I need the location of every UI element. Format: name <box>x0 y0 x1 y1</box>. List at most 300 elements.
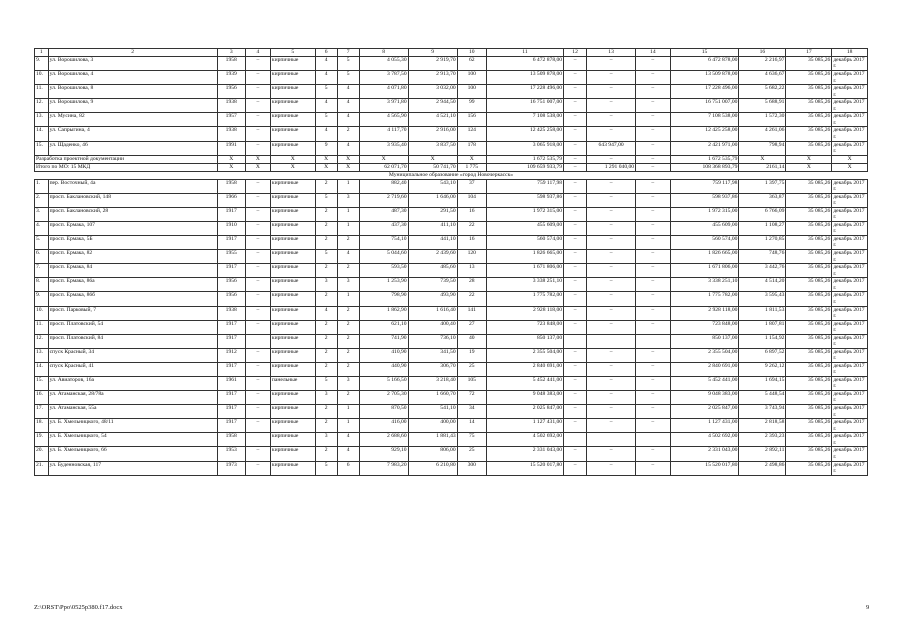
cell-c10: 178 <box>457 141 486 155</box>
cell-mat: кирпичные <box>270 193 315 207</box>
x-mark: X <box>457 155 486 163</box>
cell-c18: декабрь 2017 г. <box>832 278 868 292</box>
column-number: 15 <box>670 49 739 57</box>
cell-c18: декабрь 2017 г. <box>832 113 868 127</box>
cell-a8: 1 862,90 <box>359 306 408 320</box>
cell-n: 9. <box>35 292 49 306</box>
cell-mat: панельные <box>270 376 315 390</box>
cell-n: 16. <box>35 391 49 405</box>
cell-fl: 5 <box>315 250 337 264</box>
file-path: Z:\ORST\Ppo\0525p380.f17.docx <box>34 604 123 611</box>
cell-a9: 1 646,00 <box>408 193 457 207</box>
cell-c18: декабрь 2017 г. <box>832 419 868 433</box>
cell-c18: декабрь 2017 г. <box>832 362 868 376</box>
cell-c10: 75 <box>457 433 486 447</box>
cell-c15: 6 472 878,00 <box>670 57 739 71</box>
cell-fl: 2 <box>315 207 337 221</box>
cell-c17: 35 085,26 <box>786 334 832 348</box>
cell-c13 <box>587 433 636 447</box>
cell-c4: – <box>245 127 270 141</box>
cell-c17: 35 085,26 <box>786 447 832 461</box>
housing-repair-table <box>34 48 868 476</box>
cell-fl: 5 <box>315 461 337 475</box>
cell-c13: – <box>587 376 636 390</box>
column-number: 12 <box>564 49 587 57</box>
cell-sum: 455 609,00 <box>486 221 563 235</box>
cell-c18: декабрь 2017 г. <box>832 236 868 250</box>
cell-mat: кирпичные <box>270 127 315 141</box>
cell-mat: кирпичные <box>270 85 315 99</box>
cell-c12: – <box>564 193 587 207</box>
cell-sum: 2 840 691,00 <box>486 362 563 376</box>
cell-c17: 35 085,26 <box>786 376 832 390</box>
cell-c16: 1 572,30 <box>739 113 786 127</box>
cell-c15: 2 840 691,00 <box>670 362 739 376</box>
table-row <box>35 221 868 235</box>
cell-c10: 22 <box>457 221 486 235</box>
cell-c13: – <box>587 320 636 334</box>
cell-n: 8. <box>35 278 49 292</box>
cell-c4: – <box>245 264 270 278</box>
cell-c16: 748,76 <box>739 250 786 264</box>
cell-mat: кирпичные <box>270 405 315 419</box>
cell-mat: кирпичные <box>270 320 315 334</box>
cell-a9: 2 944,50 <box>408 99 457 113</box>
table-row <box>35 264 868 278</box>
cell-c13: – <box>587 264 636 278</box>
table-row <box>35 193 868 207</box>
cell-c17: 35 085,26 <box>786 405 832 419</box>
x-mark: X <box>217 155 245 163</box>
table-row <box>35 127 868 141</box>
cell-addr: ул. Ворошилова, 3 <box>48 57 217 71</box>
cell-fl: 5 <box>315 85 337 99</box>
cell-c17: 35 085,26 <box>786 221 832 235</box>
column-number: 17 <box>786 49 832 57</box>
cell-sum: 12 425 258,00 <box>486 127 563 141</box>
cell-c17: 35 085,26 <box>786 236 832 250</box>
cell-year: 1938 <box>217 306 245 320</box>
cell-c16: 2161,14 <box>739 163 786 171</box>
cell-c14: – <box>636 320 670 334</box>
cell-c15: 1 672 535,79 <box>670 155 739 163</box>
cell-mat: кирпичные <box>270 348 315 362</box>
cell-a8: 3 787,50 <box>359 71 408 85</box>
cell-c12: – <box>564 447 587 461</box>
cell-c17: 35 085,26 <box>786 391 832 405</box>
cell-c16: 1 154,92 <box>739 334 786 348</box>
cell-c15: 15 520 017,80 <box>670 461 739 475</box>
cell-a8: 3 935,40 <box>359 141 408 155</box>
column-number: 3 <box>217 49 245 57</box>
cell-addr: просп. Платовский, 84 <box>48 334 217 348</box>
cell-addr: просп. Парковый, 7 <box>48 306 217 320</box>
cell-sum: 9 048 383,00 <box>486 391 563 405</box>
table-row <box>35 348 868 362</box>
cell-c15: 1 775 782,00 <box>670 292 739 306</box>
cell-c15: 2 928 118,00 <box>670 306 739 320</box>
row-label: Итого по МО: 15 МКД <box>35 163 218 171</box>
cell-c14: – <box>636 236 670 250</box>
cell-c4: – <box>245 193 270 207</box>
cell-c16: 2 892,11 <box>739 447 786 461</box>
column-number: 11 <box>486 49 563 57</box>
cell-a8: 4 055,30 <box>359 57 408 71</box>
cell-c13: 643 947,00 <box>587 141 636 155</box>
cell-mat: кирпичные <box>270 71 315 85</box>
cell-c18: декабрь 2017 г. <box>832 127 868 141</box>
cell-c12: – <box>564 405 587 419</box>
cell-c12: – <box>564 250 587 264</box>
x-mark: X <box>408 155 457 163</box>
cell-sum: 1 127 431,00 <box>486 419 563 433</box>
cell-sum: 15 520 017,80 <box>486 461 563 475</box>
cell-c17: 35 085,26 <box>786 193 832 207</box>
cell-c13: – <box>587 155 636 163</box>
cell-c4: – <box>245 306 270 320</box>
cell-fl: 3 <box>315 433 337 447</box>
cell-en: 2 <box>337 334 359 348</box>
cell-c16: 1 397,75 <box>739 179 786 193</box>
cell-mat: кирпичные <box>270 264 315 278</box>
cell-year: 1958 <box>217 57 245 71</box>
cell-c10: 62 <box>457 57 486 71</box>
cell-a8: 5 166,50 <box>359 376 408 390</box>
cell-c15: 2 421 971,00 <box>670 141 739 155</box>
cell-c16: 2 498,86 <box>739 461 786 475</box>
cell-c18: декабрь 2017 г. <box>832 179 868 193</box>
cell-fl: 2 <box>315 447 337 461</box>
cell-sum: 598 937,86 <box>486 193 563 207</box>
cell-c12 <box>564 334 587 348</box>
cell-c16: 1 694,15 <box>739 376 786 390</box>
cell-en: 1 <box>337 405 359 419</box>
cell-fl: 5 <box>315 113 337 127</box>
column-number: 7 <box>337 49 359 57</box>
cell-c14: – <box>636 419 670 433</box>
cell-n: 14. <box>35 362 49 376</box>
cell-c17: 35 085,26 <box>786 113 832 127</box>
cell-c17: 35 085,26 <box>786 179 832 193</box>
cell-sum: 7 108 538,00 <box>486 113 563 127</box>
cell-c16: 363,87 <box>739 193 786 207</box>
cell-c18: декабрь 2017 г. <box>832 264 868 278</box>
cell-n: 14. <box>35 127 49 141</box>
cell-c17: 35 085,26 <box>786 85 832 99</box>
cell-c14: – <box>636 127 670 141</box>
cell-c14: – <box>636 193 670 207</box>
cell-year: 1938 <box>217 99 245 113</box>
cell-n: 20. <box>35 447 49 461</box>
cell-c4: – <box>245 320 270 334</box>
cell-mat: кирпичные <box>270 250 315 264</box>
cell-c15: 5 452 441,00 <box>670 376 739 390</box>
cell-n: 11. <box>35 320 49 334</box>
cell-c18: декабрь 2017 г. <box>832 292 868 306</box>
table-row <box>35 405 868 419</box>
cell-c12: – <box>564 99 587 113</box>
cell-year: 1910 <box>217 221 245 235</box>
cell-mat: кирпичные <box>270 334 315 348</box>
cell-a8: 882,40 <box>359 179 408 193</box>
table-row <box>35 113 868 127</box>
cell-fl: 2 <box>315 292 337 306</box>
x-mark: X <box>832 163 868 171</box>
design-documentation-row <box>35 155 868 163</box>
cell-c10: 120 <box>457 250 486 264</box>
cell-n: 10. <box>35 71 49 85</box>
cell-addr: просп. Ермака, 84 <box>48 264 217 278</box>
cell-year: 1917 <box>217 362 245 376</box>
column-number: 14 <box>636 49 670 57</box>
cell-c14: – <box>636 278 670 292</box>
cell-year: 1912 <box>217 348 245 362</box>
cell-fl: 2 <box>315 221 337 235</box>
cell-sum: 17 228 496,00 <box>486 85 563 99</box>
cell-c17: 35 085,26 <box>786 433 832 447</box>
cell-c12: – <box>564 320 587 334</box>
cell-n: 3. <box>35 207 49 221</box>
cell-c12: – <box>564 264 587 278</box>
cell-c14: – <box>636 141 670 155</box>
cell-sum: 2 355 504,00 <box>486 348 563 362</box>
cell-year: 1956 <box>217 292 245 306</box>
cell-a8: 754,10 <box>359 236 408 250</box>
cell-addr: спуск Красный, 34 <box>48 348 217 362</box>
cell-c4: – <box>245 376 270 390</box>
cell-n: 6. <box>35 250 49 264</box>
cell-year: 1973 <box>217 461 245 475</box>
cell-c13: – <box>587 348 636 362</box>
cell-c15: 455 609,00 <box>670 221 739 235</box>
cell-en: 2 <box>337 306 359 320</box>
cell-c10: 72 <box>457 391 486 405</box>
cell-c18: декабрь 2017 г. <box>832 250 868 264</box>
cell-c15: 2 355 504,00 <box>670 348 739 362</box>
cell-c10: 1 775 <box>457 163 486 171</box>
cell-year: 1917 <box>217 236 245 250</box>
cell-c12: – <box>564 163 587 171</box>
column-number: 2 <box>48 49 217 57</box>
cell-c14: – <box>636 207 670 221</box>
column-number-row <box>35 49 868 57</box>
cell-addr: ул. Б. Хмельницкого, 48/11 <box>48 419 217 433</box>
cell-c15: 9 048 383,00 <box>670 391 739 405</box>
cell-c12: – <box>564 127 587 141</box>
cell-c17: 35 085,26 <box>786 141 832 155</box>
cell-a9: 3 218,40 <box>408 376 457 390</box>
cell-c17: 35 085,26 <box>786 362 832 376</box>
cell-n: 12. <box>35 99 49 113</box>
cell-c14: – <box>636 362 670 376</box>
cell-c4: – <box>245 292 270 306</box>
cell-year: 1917 <box>217 405 245 419</box>
cell-n: 15. <box>35 141 49 155</box>
cell-n: 21. <box>35 461 49 475</box>
cell-addr: ул. Щаденко, 46 <box>48 141 217 155</box>
cell-c17: 35 085,26 <box>786 99 832 113</box>
cell-a9: 1 616,40 <box>408 306 457 320</box>
cell-c14 <box>636 334 670 348</box>
cell-addr: ул. Б. Хмельницкого, 66 <box>48 447 217 461</box>
cell-year: 1917 <box>217 391 245 405</box>
cell-a8: 440,90 <box>359 362 408 376</box>
cell-year: 1958 <box>217 179 245 193</box>
cell-c10: 27 <box>457 320 486 334</box>
cell-a8: 2 705,30 <box>359 391 408 405</box>
cell-c14 <box>636 433 670 447</box>
cell-c14: – <box>636 447 670 461</box>
cell-a9: 341,50 <box>408 348 457 362</box>
cell-c17: 35 085,26 <box>786 278 832 292</box>
x-mark: X <box>337 155 359 163</box>
cell-c15: 2 331 043,00 <box>670 447 739 461</box>
cell-c15: 13 509 878,00 <box>670 71 739 85</box>
cell-year: 1917 <box>217 320 245 334</box>
table-row <box>35 99 868 113</box>
cell-addr: просп. Баклановский, 28 <box>48 207 217 221</box>
cell-c15: 16 751 007,00 <box>670 99 739 113</box>
cell-addr: ул. Авиаторов, 16а <box>48 376 217 390</box>
municipality-row <box>35 171 868 179</box>
x-mark: X <box>832 155 868 163</box>
cell-c10: 40 <box>457 334 486 348</box>
cell-n: 1. <box>35 179 49 193</box>
cell-addr: ул. Ворошилова, 9 <box>48 99 217 113</box>
cell-mat: кирпичные <box>270 57 315 71</box>
table-row <box>35 334 868 348</box>
cell-c10: 156 <box>457 113 486 127</box>
cell-c4: – <box>245 447 270 461</box>
cell-c4: – <box>245 113 270 127</box>
cell-c14: – <box>636 113 670 127</box>
cell-en: 1 <box>337 179 359 193</box>
cell-sum: 2 025 847,00 <box>486 405 563 419</box>
cell-year: 1955 <box>217 250 245 264</box>
cell-year: 1956 <box>217 278 245 292</box>
table-row <box>35 236 868 250</box>
column-number: 9 <box>408 49 457 57</box>
cell-mat: кирпичные <box>270 141 315 155</box>
cell-c12: – <box>564 141 587 155</box>
cell-c13: 1 291 040,00 <box>587 163 636 171</box>
cell-a9: 739,50 <box>408 278 457 292</box>
cell-c16: 1 108,27 <box>739 221 786 235</box>
cell-en: 2 <box>337 391 359 405</box>
cell-c14: – <box>636 155 670 163</box>
total-row <box>35 163 868 171</box>
cell-sum: 2 928 118,00 <box>486 306 563 320</box>
cell-a9: 2 439,60 <box>408 250 457 264</box>
x-mark: X <box>245 155 270 163</box>
cell-c14: – <box>636 99 670 113</box>
cell-c13: – <box>587 250 636 264</box>
cell-c14: – <box>636 461 670 475</box>
cell-c14: – <box>636 264 670 278</box>
cell-sum: 16 751 007,00 <box>486 99 563 113</box>
cell-c10: 100 <box>457 85 486 99</box>
cell-fl: 5 <box>315 376 337 390</box>
cell-a8: 2 688,60 <box>359 433 408 447</box>
cell-c17: 35 085,26 <box>786 306 832 320</box>
cell-en: 1 <box>337 221 359 235</box>
cell-a8: 7 983,20 <box>359 461 408 475</box>
table-body <box>35 49 868 476</box>
cell-c16: 1 270,85 <box>739 236 786 250</box>
cell-fl: 2 <box>315 179 337 193</box>
cell-c14: – <box>636 292 670 306</box>
cell-c10: 100 <box>457 71 486 85</box>
cell-c10: 19 <box>457 348 486 362</box>
cell-c17: 35 085,26 <box>786 461 832 475</box>
cell-c12: – <box>564 71 587 85</box>
cell-en: 2 <box>337 320 359 334</box>
x-mark: X <box>739 155 786 163</box>
cell-c4 <box>245 433 270 447</box>
cell-c18: декабрь 2017 г. <box>832 99 868 113</box>
cell-c14: – <box>636 179 670 193</box>
cell-c12: – <box>564 207 587 221</box>
cell-c10: 105 <box>457 376 486 390</box>
x-mark: X <box>245 163 270 171</box>
cell-addr: просп. Ермака, 82 <box>48 250 217 264</box>
cell-c16: 6 766,09 <box>739 207 786 221</box>
cell-c18: декабрь 2017 г. <box>832 433 868 447</box>
cell-c13: – <box>587 278 636 292</box>
cell-year: 1991 <box>217 141 245 155</box>
cell-mat: кирпичные <box>270 461 315 475</box>
cell-year: 1966 <box>217 193 245 207</box>
table-row <box>35 362 868 376</box>
cell-a9: 400,40 <box>408 320 457 334</box>
cell-year: 1961 <box>217 376 245 390</box>
cell-sum: 109 659 933,79 <box>486 163 563 171</box>
cell-c14: – <box>636 405 670 419</box>
cell-c17: 35 085,26 <box>786 71 832 85</box>
cell-n: 4. <box>35 221 49 235</box>
cell-c18: декабрь 2017 г. <box>832 85 868 99</box>
cell-c16: 3 595,43 <box>739 292 786 306</box>
cell-c16: 4 636,67 <box>739 71 786 85</box>
cell-c17: 35 085,26 <box>786 207 832 221</box>
x-mark: X <box>217 163 245 171</box>
cell-c15: 12 425 258,00 <box>670 127 739 141</box>
cell-addr: ул. Ворошилова, 8 <box>48 85 217 99</box>
cell-c10: 13 <box>457 264 486 278</box>
cell-c14: – <box>636 163 670 171</box>
cell-a8: 593,50 <box>359 264 408 278</box>
x-mark: X <box>359 155 408 163</box>
cell-c18: декабрь 2017 г. <box>832 221 868 235</box>
cell-c4: – <box>245 221 270 235</box>
cell-c4: – <box>245 391 270 405</box>
cell-c17: 35 085,26 <box>786 127 832 141</box>
cell-c17: 35 085,26 <box>786 57 832 71</box>
cell-c16: 1 807,81 <box>739 320 786 334</box>
cell-mat: кирпичные <box>270 113 315 127</box>
cell-c12: – <box>564 236 587 250</box>
cell-mat: кирпичные <box>270 306 315 320</box>
cell-en: 3 <box>337 376 359 390</box>
cell-c13: – <box>587 71 636 85</box>
cell-c10: 141 <box>457 306 486 320</box>
cell-fl: 2 <box>315 405 337 419</box>
cell-sum: 850 137,00 <box>486 334 563 348</box>
cell-year: 1953 <box>217 447 245 461</box>
column-number: 4 <box>245 49 270 57</box>
cell-c4: – <box>245 362 270 376</box>
cell-fl: 5 <box>315 193 337 207</box>
